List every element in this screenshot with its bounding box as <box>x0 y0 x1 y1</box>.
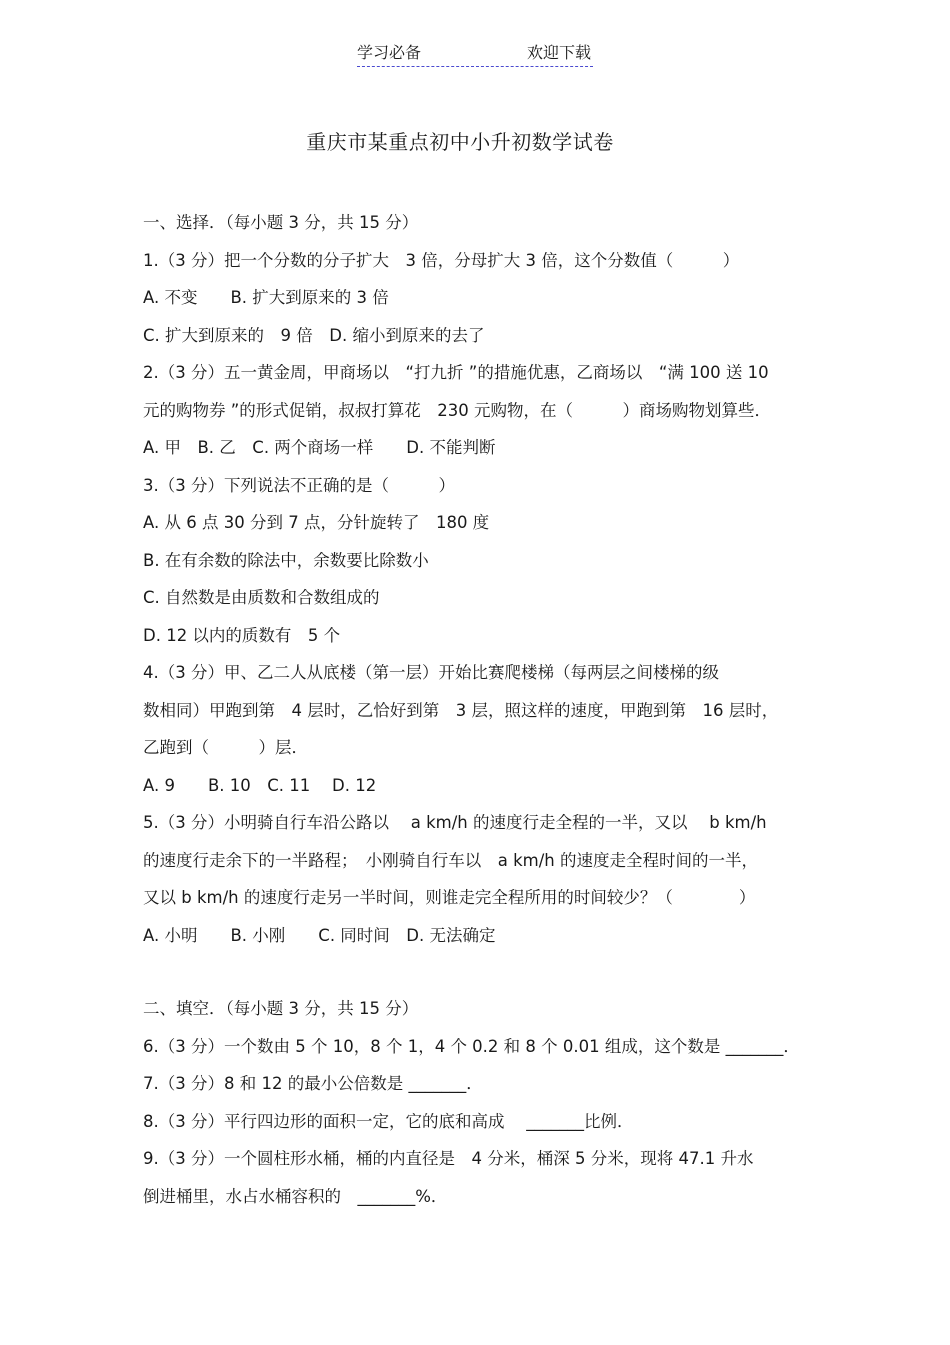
question-4-options: A. 9 B. 10 C. 11 D. 12 <box>143 775 377 795</box>
section-1-heading: 一、选择．（每小题 3 分，共 15 分） <box>143 213 419 232</box>
question-2-line-2: 元的购物券 ”的形式促销，叔叔打算花 230 元购物，在（ ）商场购物划算些． <box>143 400 772 420</box>
question-1-options-cd: C. 扩大到原来的 9 倍 D. 缩小到原来的去了 <box>143 325 485 345</box>
header-left-text: 学习必备 <box>357 43 422 62</box>
question-5-line-3: 又以 b km/h 的速度行走另一半时间，则谁走完全程所用的时间较少？（ ） <box>143 888 756 907</box>
question-7: 7.（3 分）8 和 12 的最小公倍数是 _______． <box>143 1074 483 1093</box>
question-3-option-b: B. 在有余数的除法中，余数要比除数小 <box>143 550 429 570</box>
exam-title: 重庆市某重点初中小升初数学试卷 <box>306 130 614 154</box>
question-2-options: A. 甲 B. 乙 C. 两个商场一样 D. 不能判断 <box>143 438 496 457</box>
question-5-options: A. 小明 B. 小刚 C. 同时间 D. 无法确定 <box>143 925 496 945</box>
question-2-line-1: 2.（3 分）五一黄金周，甲商场以 “打九折 ”的措施优惠，乙商场以 “满 100 送 10 <box>143 363 769 382</box>
section-2-heading: 二、填空．（每小题 3 分，共 15 分） <box>143 999 419 1018</box>
question-5-line-1: 5.（3 分）小明骑自行车沿公路以 a km/h 的速度行走全程的一半，又以 b km/h <box>143 813 767 832</box>
question-4-line-2: 数相同）甲跑到第 4 层时，乙恰好到第 3 层，照这样的速度，甲跑到第 16 层时， <box>143 700 779 720</box>
exam-content <box>143 210 823 1221</box>
question-3-option-a: A. 从 6 点 30 分到 7 点，分针旋转了 180 度 <box>143 513 490 532</box>
question-3-option-c: C. 自然数是由质数和合数组成的 <box>143 588 380 607</box>
question-6: 6.（3 分）一个数由 5 个 10，8 个 1，4 个 0.2 和 8 个 0.01 组成，这个数是 _______． <box>143 1036 800 1056</box>
page-header <box>357 40 593 67</box>
question-1: 1.（3 分）把一个分数的分子扩大 3 倍，分母扩大 3 倍，这个分数值（ ） <box>143 250 740 270</box>
question-1-options-ab: A. 不变 B. 扩大到原来的 3 倍 <box>143 288 389 307</box>
question-8: 8.（3 分）平行四边形的面积一定，它的底和高成 _______比例． <box>143 1111 634 1131</box>
question-4-line-3: 乙跑到（ ）层． <box>143 738 308 757</box>
question-3: 3.（3 分）下列说法不正确的是（ ） <box>143 475 455 495</box>
header-right-text: 欢迎下载 <box>526 43 591 62</box>
question-5-line-2: 的速度行走余下的一半路程； 小刚骑自行车以 a km/h 的速度走全程时间的一半， <box>143 850 758 870</box>
question-3-option-d: D. 12 以内的质数有 5 个 <box>143 625 341 645</box>
question-9-line-1: 9.（3 分）一个圆柱形水桶，桶的内直径是 4 分米，桶深 5 分米，现将 47.1 升水 <box>143 1149 754 1168</box>
section-spacer <box>143 960 823 996</box>
question-4-line-1: 4.（3 分）甲、乙二人从底楼（第一层）开始比赛爬楼梯（每两层之间楼梯的级 <box>143 663 719 682</box>
question-9-line-2: 倒进桶里，水占水桶容积的 _______%． <box>143 1186 448 1206</box>
